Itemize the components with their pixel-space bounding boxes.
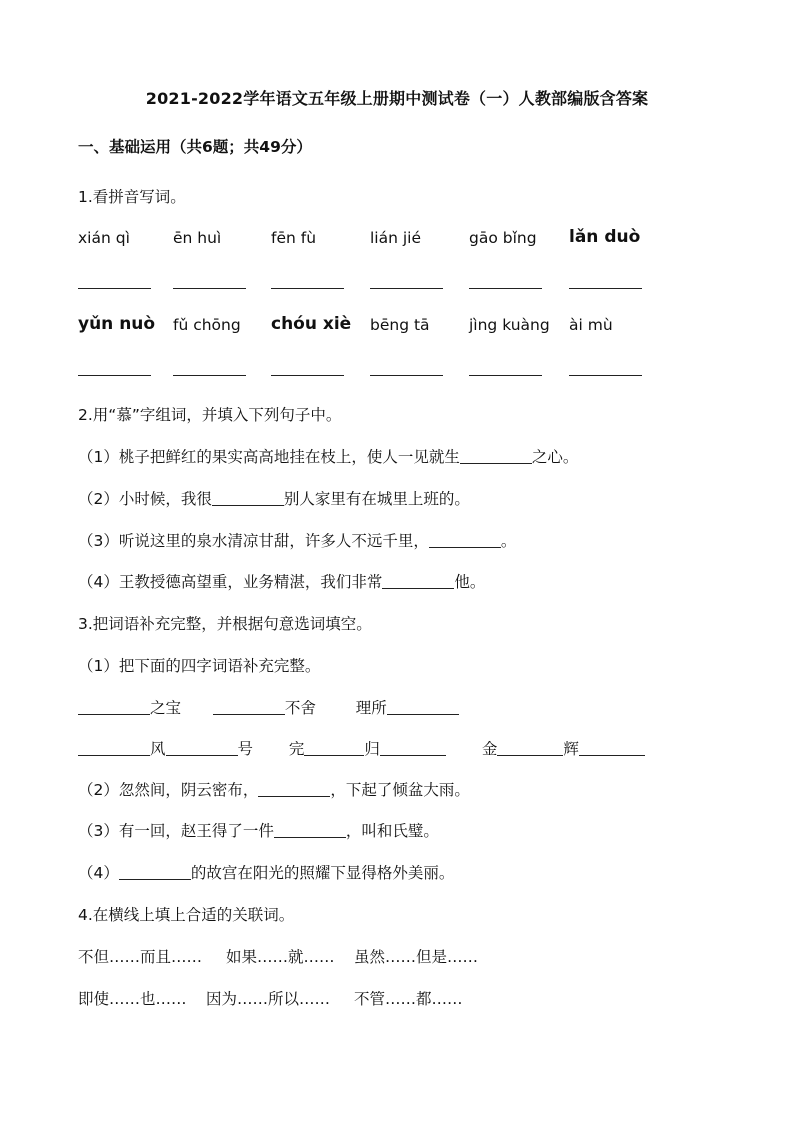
sentence-text: 他。: [454, 573, 486, 591]
answer-blank[interactable]: [469, 288, 542, 289]
question-3-sentence-4: [78, 861, 454, 883]
answer-blank[interactable]: [271, 375, 344, 376]
idiom-text: 辉: [563, 740, 579, 758]
answer-blank[interactable]: [271, 288, 344, 289]
conjunction-option: 虽然……但是……: [354, 948, 479, 966]
question-2-sentence-1: [78, 445, 578, 467]
section-heading: 一、基础运用（共6题；共49分）: [78, 138, 312, 156]
sentence-text: ，叫和氏璧。: [345, 822, 439, 840]
question-3-sentence-2: [78, 778, 470, 800]
answer-blank[interactable]: [460, 448, 532, 464]
answer-blank[interactable]: [380, 740, 446, 756]
pinyin-row-2: [78, 316, 718, 338]
answer-blank[interactable]: [78, 740, 150, 756]
sentence-text: 之心。: [531, 448, 579, 466]
pinyin-item: ài mù: [569, 316, 613, 334]
pinyin-item: gāo bǐng: [469, 229, 537, 247]
answer-blank[interactable]: [579, 740, 645, 756]
idiom-text: 归: [364, 740, 380, 758]
answer-blank[interactable]: [469, 375, 542, 376]
pinyin-item: jìng kuàng: [469, 316, 550, 334]
answer-blank[interactable]: [173, 288, 246, 289]
conjunction-option: 如果……就……: [226, 948, 335, 966]
question-3-sentence-3: [78, 819, 439, 841]
question-2-sentence-3: [78, 529, 516, 551]
question-2-sentence-2: [78, 487, 470, 509]
answer-blank[interactable]: [78, 288, 151, 289]
conjunction-row-1: [78, 945, 718, 967]
answer-blank[interactable]: [569, 375, 642, 376]
question-2-sentence-4: [78, 570, 485, 592]
sentence-text: ，下起了倾盆大雨。: [330, 781, 470, 799]
pinyin-item: lián jié: [370, 229, 422, 247]
idiom-text: 风: [150, 740, 166, 758]
answer-blank[interactable]: [569, 288, 642, 289]
answer-blank[interactable]: [387, 699, 459, 715]
sentence-text: （2）忽然间，阴云密布，: [78, 781, 259, 799]
sentence-text: （3）听说这里的泉水清凉甘甜，许多人不远千里，: [78, 532, 429, 550]
conjunction-option: 即使……也……: [78, 990, 187, 1008]
answer-blank[interactable]: [258, 781, 330, 797]
sentence-text: （1）桃子把鲜红的果实高高地挂在枝上，使人一见就生: [78, 448, 460, 466]
idiom-text: 号: [237, 740, 254, 758]
answer-blank[interactable]: [382, 573, 454, 589]
conjunction-option: 不管……都……: [354, 990, 463, 1008]
conjunction-option: 因为……所以……: [206, 990, 331, 1008]
answer-blank[interactable]: [274, 822, 346, 838]
conjunction-row-2: [78, 987, 718, 1009]
sentence-text: （4）: [78, 864, 119, 882]
pinyin-item: yǔn nuò: [78, 314, 156, 334]
sentence-text: 别人家里有在城里上班的。: [283, 490, 470, 508]
pinyin-item: bēng tā: [370, 316, 430, 334]
answer-blank[interactable]: [497, 740, 563, 756]
pinyin-item: fēn fù: [271, 229, 317, 247]
idiom-text: 完: [288, 740, 305, 758]
conjunction-option: 不但……而且……: [78, 948, 203, 966]
question-3-sub-1: （1）把下面的四字词语补充完整。: [78, 657, 321, 675]
answer-blank[interactable]: [78, 375, 151, 376]
sentence-text: （3）有一回，赵王得了一件: [78, 822, 274, 840]
answer-blank[interactable]: [78, 699, 150, 715]
sentence-text: （2）小时候，我很: [78, 490, 212, 508]
idiom-row-1: [78, 696, 459, 718]
answer-blank[interactable]: [304, 740, 364, 756]
idiom-text: 不舍: [284, 699, 316, 717]
pinyin-item: lǎn duò: [569, 227, 641, 247]
answer-blank[interactable]: [173, 375, 246, 376]
question-2-title: 2.用“慕”字组词，并填入下列句子中。: [78, 406, 342, 424]
pinyin-item: fǔ chōng: [173, 316, 241, 334]
answer-blank[interactable]: [119, 864, 191, 880]
question-1-title: 1.看拼音写词。: [78, 188, 186, 206]
pinyin-item: xián qì: [78, 229, 130, 247]
pinyin-item: ēn huì: [173, 229, 222, 247]
answer-blank[interactable]: [370, 288, 443, 289]
answer-blank[interactable]: [429, 532, 501, 548]
pinyin-item: chóu xiè: [271, 314, 352, 334]
idiom-text: 理所: [355, 699, 387, 717]
question-4-title: 4.在横线上填上合适的关联词。: [78, 906, 295, 924]
idiom-text: 金: [481, 740, 498, 758]
answer-blanks-row-1: [78, 272, 718, 294]
pinyin-row-1: [78, 229, 718, 251]
sentence-text: （4）王教授德高望重，业务精湛，我们非常: [78, 573, 383, 591]
answer-blank[interactable]: [370, 375, 443, 376]
question-3-title: 3.把词语补充完整，并根据句意选词填空。: [78, 615, 372, 633]
answer-blank[interactable]: [166, 740, 238, 756]
page-title: 2021-2022学年语文五年级上册期中测试卷（一）人教部编版含答案: [145, 89, 649, 108]
answer-blanks-row-2: [78, 359, 718, 381]
answer-blank[interactable]: [213, 699, 285, 715]
idiom-row-2: [78, 737, 645, 759]
idiom-text: 之宝: [150, 699, 182, 717]
sentence-text: 的故宫在阳光的照耀下显得格外美丽。: [190, 864, 455, 882]
sentence-text: 。: [500, 532, 517, 550]
answer-blank[interactable]: [212, 490, 284, 506]
